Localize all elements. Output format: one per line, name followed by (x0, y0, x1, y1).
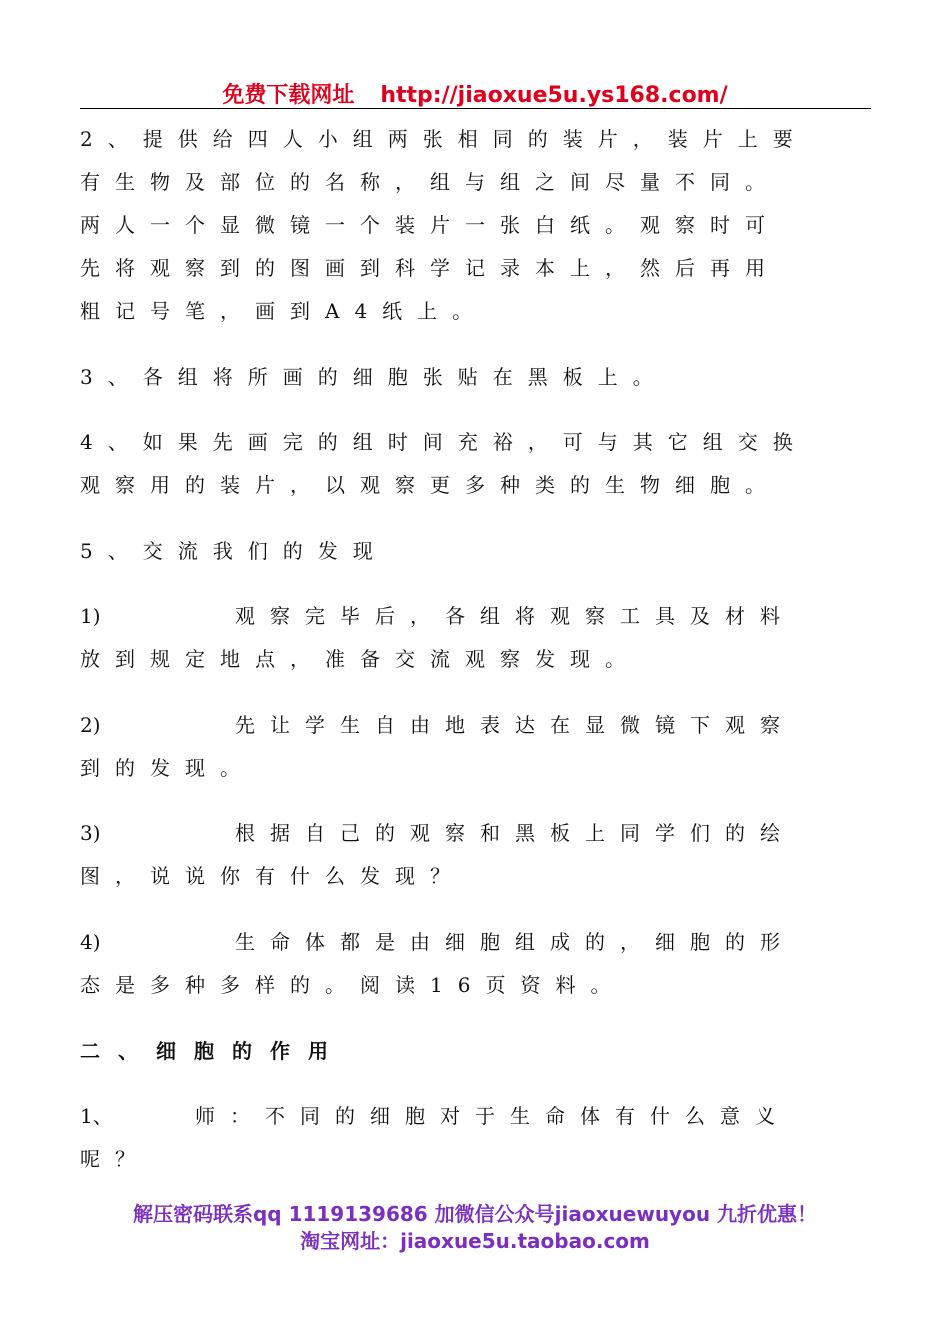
body-line: 2、提供给四人小组两张相同的装片，装片上要 (80, 127, 808, 151)
body-line: 观察用的装片，以观察更多种类的生物细胞。 (80, 473, 780, 497)
body-line: 有生物及部位的名称，组与组之间尽量不同。 (80, 170, 780, 194)
item-text: 师：不同的细胞对于生命体有什么意义 (195, 1104, 790, 1128)
body-line: 粗记号笔，画到A4纸上。 (80, 299, 488, 323)
download-header (80, 78, 870, 108)
list-item-continuation: 态是多种多样的。阅读16页资料。 (80, 973, 626, 997)
item-text: 根据自己的观察和黑板上同学们的绘 (235, 821, 795, 845)
footer-contact: 解压密码联系qq 1119139686 加微信公众号jiaoxuewuyou 九折优惠！ (132, 1202, 818, 1226)
teacher-question (80, 1103, 870, 1129)
list-item (80, 712, 870, 738)
body-line: 3、各组将所画的细胞张贴在黑板上。 (80, 365, 668, 389)
body-line: 先将观察到的图画到科学记录本上，然后再用 (80, 256, 780, 280)
download-site-label: 免费下载网址 (222, 83, 355, 108)
item-number: 2) (80, 713, 101, 737)
section-heading: 二、细胞的作用 (80, 1039, 346, 1063)
list-item-continuation: 图，说说你有什么发现？ (80, 864, 465, 888)
body-line: 5、交流我们的发现 (80, 539, 388, 563)
list-item-continuation: 放到规定地点，准备交流观察发现。 (80, 647, 640, 671)
list-item (80, 820, 870, 846)
item-number: 4) (80, 930, 101, 954)
body-line: 两人一个显微镜一个装片一张白纸。观察时可 (80, 213, 780, 237)
item-text: 观察完毕后，各组将观察工具及材料 (235, 604, 795, 628)
item-text: 生命体都是由细胞组成的，细胞的形 (235, 930, 795, 954)
header-divider (80, 108, 871, 109)
list-item-continuation: 到的发现。 (80, 756, 255, 780)
item-text: 先让学生自由地表达在显微镜下观察 (235, 713, 795, 737)
download-site-link[interactable]: http://jiaoxue5u.ys168.com/ (380, 83, 728, 108)
teacher-question-continuation: 呢？ (80, 1147, 150, 1171)
list-item (80, 603, 870, 629)
item-number: 3) (80, 821, 101, 845)
item-number: 1、 (80, 1104, 113, 1128)
body-line: 4、如果先画完的组时间充裕，可与其它组交换 (80, 430, 808, 454)
footer-shop-link[interactable]: 淘宝网址：jiaoxue5u.taobao.com (300, 1229, 650, 1253)
list-item (80, 929, 870, 955)
item-number: 1) (80, 604, 101, 628)
